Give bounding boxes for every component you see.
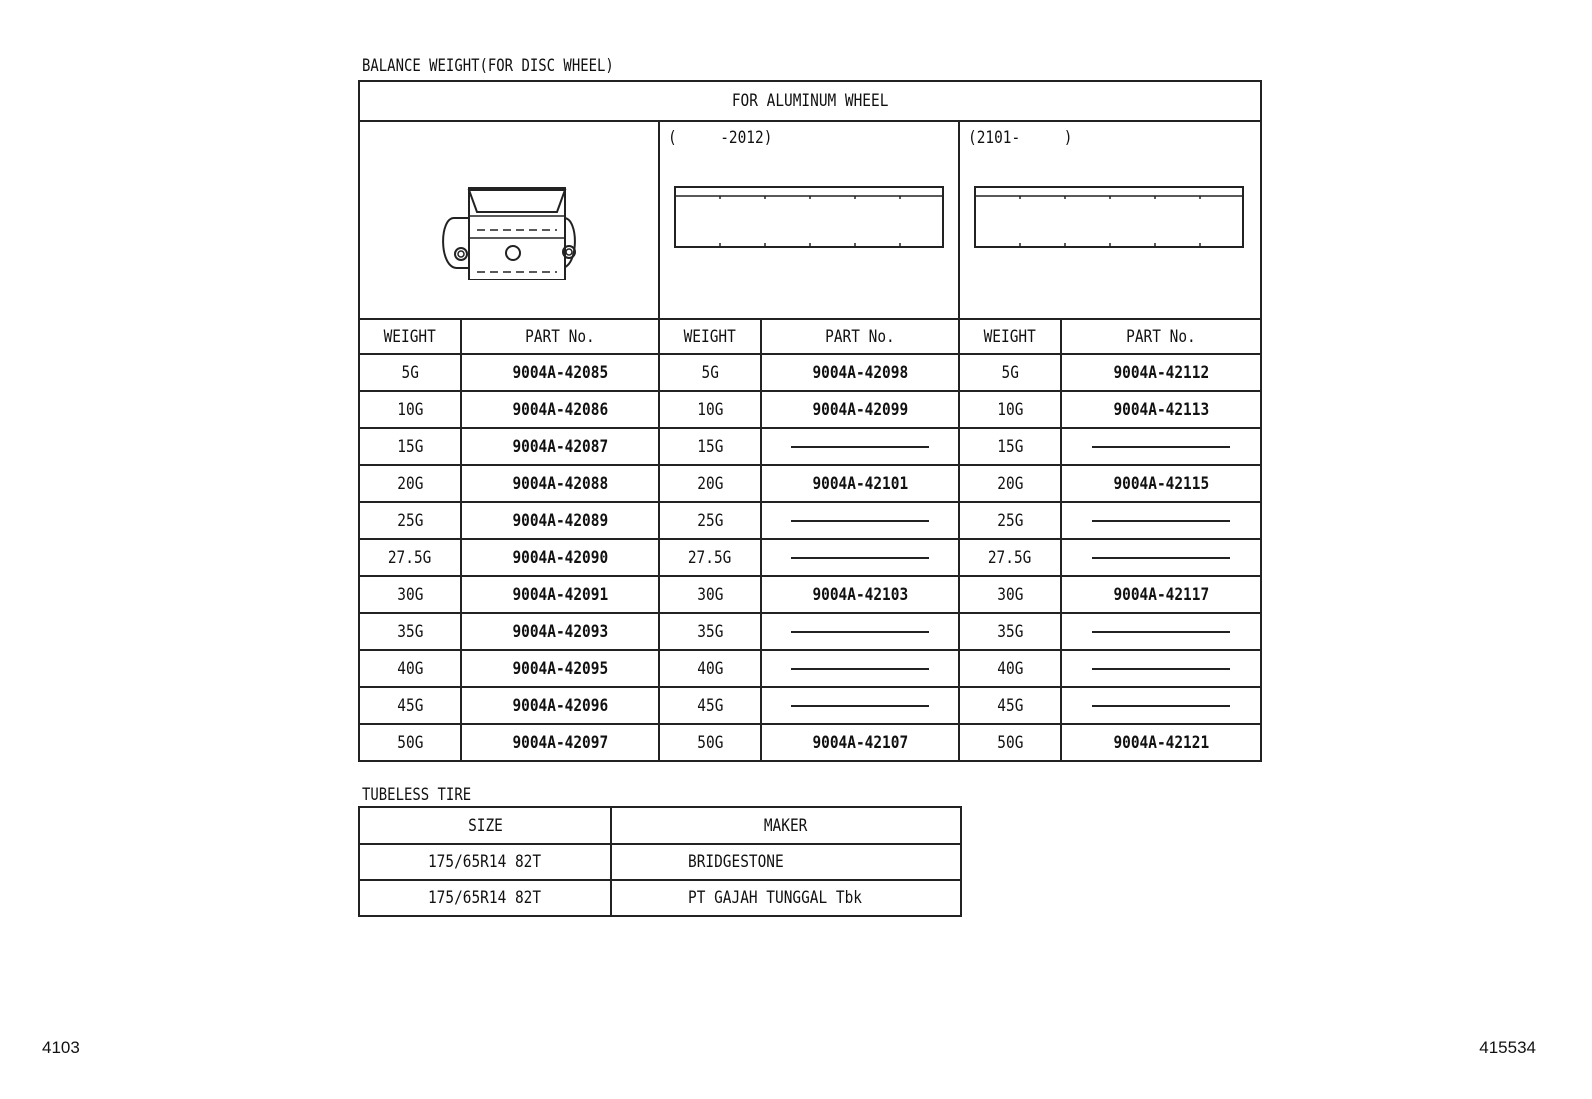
part-number-cell: 9004A-42107 (761, 724, 959, 761)
part-number-cell: 9004A-42103 (761, 576, 959, 613)
col-header-weight: WEIGHT (959, 319, 1061, 354)
weight-cell: 30G (659, 576, 761, 613)
weight-cell: 25G (359, 502, 461, 539)
page-number-left: 4103 (42, 1038, 80, 1057)
part-number-cell: 9004A-42115 (1061, 465, 1261, 502)
weight-cell: 27.5G (959, 539, 1061, 576)
weight-cell: 5G (959, 354, 1061, 391)
part-number-cell: 9004A-42097 (461, 724, 659, 761)
weight-cell: 35G (659, 613, 761, 650)
tire-size-cell: 175/65R14 82T (359, 844, 611, 880)
aluminum-wheel-header: FOR ALUMINUM WHEEL (359, 81, 1261, 121)
col-header-part: PART No. (761, 319, 959, 354)
table-row (359, 687, 1261, 724)
part-number-cell: 9004A-42113 (1061, 391, 1261, 428)
no-part-dash (761, 502, 959, 539)
weight-cell: 40G (359, 650, 461, 687)
weight-cell: 10G (659, 391, 761, 428)
table-row (359, 880, 961, 916)
weight-cell: 15G (959, 428, 1061, 465)
weight-cell: 30G (359, 576, 461, 613)
balance-weight-title: BALANCE WEIGHT(FOR DISC WHEEL) (362, 56, 614, 76)
weight-cell: 30G (959, 576, 1061, 613)
part-number-cell: 9004A-42099 (761, 391, 959, 428)
weight-cell: 40G (959, 650, 1061, 687)
part-number-cell: 9004A-42089 (461, 502, 659, 539)
no-part-dash (761, 613, 959, 650)
table-row (359, 844, 961, 880)
weight-cell: 15G (359, 428, 461, 465)
col-header-part: PART No. (1061, 319, 1261, 354)
weight-cell: 15G (659, 428, 761, 465)
table-row (359, 724, 1261, 761)
tire-col-maker: MAKER (611, 807, 961, 844)
weight-cell: 5G (659, 354, 761, 391)
table-row (359, 576, 1261, 613)
part-number-cell: 9004A-42088 (461, 465, 659, 502)
part-number-cell: 9004A-42112 (1061, 354, 1261, 391)
weight-cell: 45G (659, 687, 761, 724)
part-number-cell: 9004A-42086 (461, 391, 659, 428)
weight-cell: 45G (959, 687, 1061, 724)
no-part-dash (761, 428, 959, 465)
no-part-dash (1061, 687, 1261, 724)
weight-cell: 5G (359, 354, 461, 391)
part-number-cell: 9004A-42098 (761, 354, 959, 391)
weight-cell: 50G (659, 724, 761, 761)
tubeless-tire-table (358, 806, 962, 917)
part-number-cell: 9004A-42090 (461, 539, 659, 576)
table-row (359, 650, 1261, 687)
part-number-cell: 9004A-42117 (1061, 576, 1261, 613)
table-row (359, 502, 1261, 539)
part-number-cell: 9004A-42101 (761, 465, 959, 502)
table-row (359, 539, 1261, 576)
no-part-dash (761, 650, 959, 687)
tire-size-cell: 175/65R14 82T (359, 880, 611, 916)
weight-cell: 20G (659, 465, 761, 502)
part-number-cell: 9004A-42093 (461, 613, 659, 650)
tire-col-size: SIZE (359, 807, 611, 844)
table-row (359, 354, 1261, 391)
tire-maker-cell: PT GAJAH TUNGGAL Tbk (611, 880, 961, 916)
page-number-right: 415534 (1479, 1038, 1536, 1057)
weight-cell: 20G (359, 465, 461, 502)
clip-weight-illustration (409, 160, 609, 280)
weight-cell: 50G (959, 724, 1061, 761)
tire-maker-cell: BRIDGESTONE (611, 844, 961, 880)
weight-cell: 27.5G (359, 539, 461, 576)
tire-header-row (359, 807, 961, 844)
weight-cell: 45G (359, 687, 461, 724)
part-number-cell: 9004A-42096 (461, 687, 659, 724)
weight-cell: 27.5G (659, 539, 761, 576)
no-part-dash (1061, 502, 1261, 539)
col-header-part: PART No. (461, 319, 659, 354)
weight-cell: 40G (659, 650, 761, 687)
weight-cell: 35G (359, 613, 461, 650)
part-number-cell: 9004A-42121 (1061, 724, 1261, 761)
period-cell-right (959, 121, 1261, 319)
weight-illustration-cell (359, 121, 659, 319)
part-number-cell: 9004A-42095 (461, 650, 659, 687)
period-cell-left (659, 121, 959, 319)
strip-weight-illustration-right (974, 184, 1246, 254)
tubeless-tire-title: TUBELESS TIRE (362, 785, 472, 805)
weight-cell: 50G (359, 724, 461, 761)
table-row (359, 613, 1261, 650)
part-number-cell: 9004A-42091 (461, 576, 659, 613)
part-number-cell: 9004A-42085 (461, 354, 659, 391)
col-header-weight: WEIGHT (659, 319, 761, 354)
no-part-dash (1061, 539, 1261, 576)
balance-weight-table (358, 80, 1262, 762)
weight-cell: 35G (959, 613, 1061, 650)
table-row (359, 465, 1261, 502)
weight-cell: 25G (659, 502, 761, 539)
period-label-left: ( -2012) (668, 128, 773, 148)
no-part-dash (1061, 613, 1261, 650)
weight-cell: 10G (959, 391, 1061, 428)
table-row (359, 428, 1261, 465)
no-part-dash (1061, 428, 1261, 465)
part-number-cell: 9004A-42087 (461, 428, 659, 465)
weight-cell: 20G (959, 465, 1061, 502)
strip-weight-illustration-left (674, 184, 946, 254)
no-part-dash (1061, 650, 1261, 687)
no-part-dash (761, 687, 959, 724)
period-label-right: (2101- ) (968, 128, 1073, 148)
no-part-dash (761, 539, 959, 576)
weight-cell: 10G (359, 391, 461, 428)
col-header-weight: WEIGHT (359, 319, 461, 354)
weight-cell: 25G (959, 502, 1061, 539)
column-header-row (359, 319, 1261, 354)
table-row (359, 391, 1261, 428)
